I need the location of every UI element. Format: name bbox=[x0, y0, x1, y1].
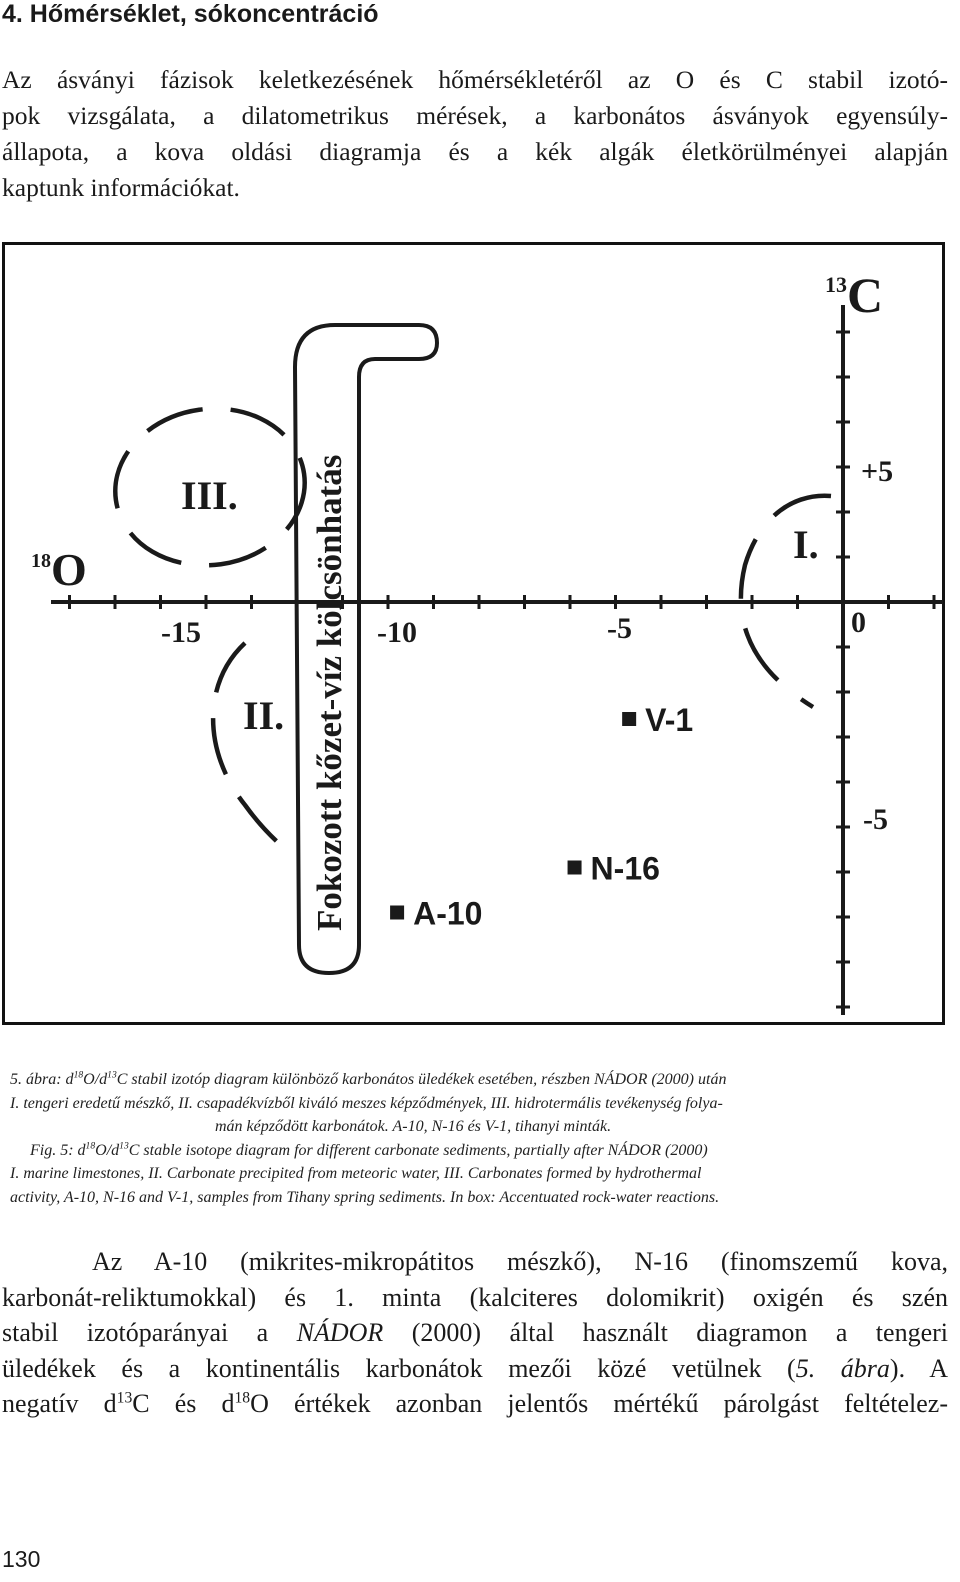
caption-hu-line: I. tengeri eredetű mészkő, II. csapadékvízből kiváló meszes képződmények, III. hidrotermális tevékenység folya- bbox=[10, 1094, 723, 1112]
body-paragraph bbox=[2, 1244, 948, 1422]
body-line: üledékek és a kontinentális karbonátok mezői közé vetülnek (5. ábra). A bbox=[2, 1353, 948, 1383]
y-tick-label: +5 bbox=[861, 455, 894, 488]
sample-label-v-1: V-1 bbox=[645, 702, 694, 738]
intro-line: pok vizsgálata, a dilatometrikus mérések, a karbonátos ásványok egyensúly- bbox=[2, 101, 948, 130]
body-line: karbonát-reliktumokkal) és 1. minta (kalciteres dolomikrit) oxigén és szén bbox=[2, 1282, 948, 1312]
x-tick-label: -15 bbox=[161, 616, 201, 649]
section-heading: 4. Hőmérséklet, sókoncentráció bbox=[2, 0, 379, 28]
sample-label-n-16: N-16 bbox=[590, 850, 660, 887]
sample-markers bbox=[390, 702, 693, 932]
field-ii-boundary bbox=[213, 643, 295, 857]
x-tick-label: 0 bbox=[851, 606, 866, 639]
isotope-figure bbox=[2, 242, 945, 1025]
x-tick-label: -5 bbox=[607, 612, 632, 645]
caption-hu-line: 5. ábra: $d^{18}O/d^{13}C$ stabil izotóp diagram különböző karbonátos üledékek esetében, részben NÁDOR (2000) után bbox=[10, 1069, 727, 1088]
y-axis-title: $^{13}$C bbox=[825, 267, 884, 323]
intro-paragraph bbox=[2, 62, 948, 206]
isotope-diagram-svg bbox=[5, 245, 948, 1028]
caption-en-line: I. marine limestones, II. Carbonate precipited from meteoric water, III. Carbonates formed by hydrothermal bbox=[10, 1165, 702, 1182]
field-label-i: I. bbox=[793, 522, 819, 567]
caption-hu-line: mán képződött karbonátok. A-10, N-16 és V-1, tihanyi minták. bbox=[215, 1118, 612, 1135]
x-axis-title: $^{18}$O bbox=[31, 544, 87, 595]
intro-line: kaptunk információkat. bbox=[2, 173, 240, 202]
y-tick-label: -5 bbox=[863, 803, 888, 836]
sample-label-a-10: A-10 bbox=[413, 895, 483, 932]
field-label-iii: III. bbox=[181, 473, 238, 518]
body-line: negatív $d^{13}C$ és $d^{18}O$ értékek azonban jelentős mértékű párolgást feltételez- bbox=[2, 1389, 949, 1418]
caption-en-line: activity, A-10, N-16 and V-1, samples from Tihany spring sediments. In box: Accentuated rock-water reactions. bbox=[10, 1188, 720, 1206]
caption-en-line: Fig. 5: $d^{18}O/d^{13}C$ stable isotope diagram for different carbonate sediments, partially after NÁDOR (2000) bbox=[30, 1140, 708, 1159]
body-line: Az A-10 (mikrites-mikropátitos mészkő), N-16 (finomszemű kova, bbox=[92, 1247, 948, 1276]
figure-caption bbox=[10, 1068, 940, 1209]
sample-marker-n-16 bbox=[568, 861, 582, 875]
intro-line: Az ásványi fázisok keletkezésének hőmérsékletéről az O és C stabil izotó- bbox=[2, 65, 948, 94]
body-line: stabil izotóparányai a NÁDOR (2000) által használt diagramon a tengeri bbox=[2, 1318, 948, 1347]
page-number: 130 bbox=[2, 1546, 41, 1572]
sample-marker-v-1 bbox=[622, 712, 636, 726]
intro-line: állapota, a kova oldási diagramja és a kék algák életkörülményei alapján bbox=[2, 137, 948, 166]
rock-water-box-label: Fokozott kőzet-víz kölcsönhatás bbox=[310, 454, 349, 931]
sample-marker-a-10 bbox=[390, 906, 404, 920]
x-tick-label: -10 bbox=[377, 616, 417, 649]
field-label-ii: II. bbox=[243, 693, 285, 738]
